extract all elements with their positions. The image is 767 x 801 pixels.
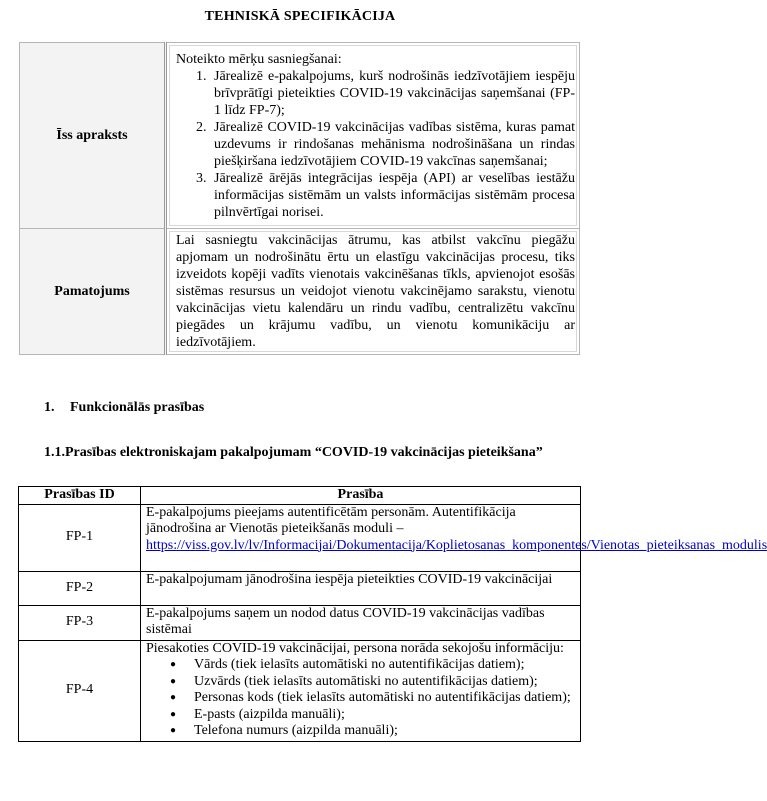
- goal-item: 1. Jārealizē e-pakalpojums, kurš nodrošinās iedzīvotājiem iespēju brīvprātīgi pieteikties COVID-19 vakcinācijas saņemšanai (FP-1 līdz FP-7);: [210, 68, 575, 119]
- requirement-id: FP-2: [19, 571, 141, 605]
- requirements-header-row: [19, 487, 581, 505]
- requirement-id: FP-1: [19, 504, 141, 571]
- goal-item: 3. Jārealizē ārējās integrācijas iespēja (API) ar veselības iestāžu informācijas sistēmām un valsts informācijas sistēmām procesa pilnvērtīgai norisei.: [210, 170, 575, 221]
- requirement-text: E-pakalpojumam jānodrošina iespēja pieteikties COVID-19 vakcinācijai: [141, 571, 581, 605]
- list-item: ● Vārds (tiek ielasīts automātiski no autentifikācijas datiem);: [170, 657, 576, 674]
- fp4-intro: Piesakoties COVID-19 vakcinācijai, persona norāda sekojošu informāciju:: [146, 640, 564, 656]
- requirements-table: [18, 486, 767, 742]
- requirement-text: [141, 640, 581, 741]
- basis-label: Pamatojums: [20, 229, 166, 355]
- table-row: [19, 640, 581, 741]
- summary-row-short: [20, 43, 580, 229]
- short-description-label: Īss apraksts: [20, 43, 166, 229]
- document-title: TEHNISKĀ SPECIFIKĀCIJA: [204, 9, 396, 24]
- fp4-fields-list: [146, 657, 576, 740]
- header-requirement-id: Prasības ID: [19, 487, 141, 505]
- requirement-id: FP-3: [19, 605, 141, 640]
- list-item: ● Uzvārds (tiek ielasīts automātiski no autentifikācijas datiem);: [170, 674, 576, 691]
- table-row: [19, 504, 581, 571]
- section-heading: [44, 400, 204, 416]
- summary-table: [19, 42, 580, 355]
- section-title: Funkcionālās prasības: [70, 400, 205, 415]
- goals-intro: Noteikto mērķu sasniegšanai:: [176, 51, 342, 67]
- requirement-id: FP-4: [19, 640, 141, 741]
- list-item: ● Personas kods (tiek ielasīts automātiski no autentifikācijas datiem);: [170, 690, 576, 707]
- requirement-text: [141, 504, 767, 571]
- requirement-fp1-text: E-pakalpojums pieejams autentificētām personām. Autentifikācija jānodrošina ar Vienotās pieteikšanās moduli –: [146, 504, 516, 536]
- table-row: [19, 571, 581, 605]
- list-item: ● Telefona numurs (aizpilda manuāli);: [170, 723, 576, 740]
- basis-text: Lai sasniegtu vakcinācijas ātrumu, kas atbilst vakcīnu piegāžu apjomam un nodrošinātu ērtu un elastīgu vakcinācijas procesu, tiks izveidots kopēji vadīts vienotais vakcinēšanas tīkls, apvienojot esošās sistēmas resursus un veidojot vienotu vakcinējamo sarakstu, vienotu vakcinācijas vietu kalendāru un rindu vadību, centralizētu vakcīnu piegādes un krājumu vadību, un vienotu komunikāciju ar iedzīvotājiem.: [166, 229, 580, 355]
- goals-list: [176, 68, 575, 221]
- header-requirement: Prasība: [141, 487, 581, 505]
- subsection-heading: 1.1.Prasības elektroniskajam pakalpojumam “COVID-19 vakcinācijas pieteikšana”: [44, 445, 543, 460]
- vps-module-link[interactable]: https://viss.gov.lv/lv/Informacijai/Dokumentacija/Koplietosanas_komponentes/Vienotas_pieteiksanas_modulis: [146, 537, 767, 553]
- table-row: [19, 605, 581, 640]
- summary-row-basis: [20, 229, 580, 355]
- short-description-cell: [166, 43, 580, 229]
- requirement-text: E-pakalpojums saņem un nodod datus COVID-19 vakcinācijas vadības sistēmai: [141, 605, 581, 640]
- section-number: 1.: [44, 400, 55, 415]
- list-item: ● E-pasts (aizpilda manuāli);: [170, 707, 576, 724]
- goal-item: 2. Jārealizē COVID-19 vakcinācijas vadības sistēma, kuras pamat uzdevums ir rindošanas mehānisma nodrošināšana un rindas piešķiršana iedzīvotājiem COVID-19 vakcīnas saņemšanai;: [210, 119, 575, 170]
